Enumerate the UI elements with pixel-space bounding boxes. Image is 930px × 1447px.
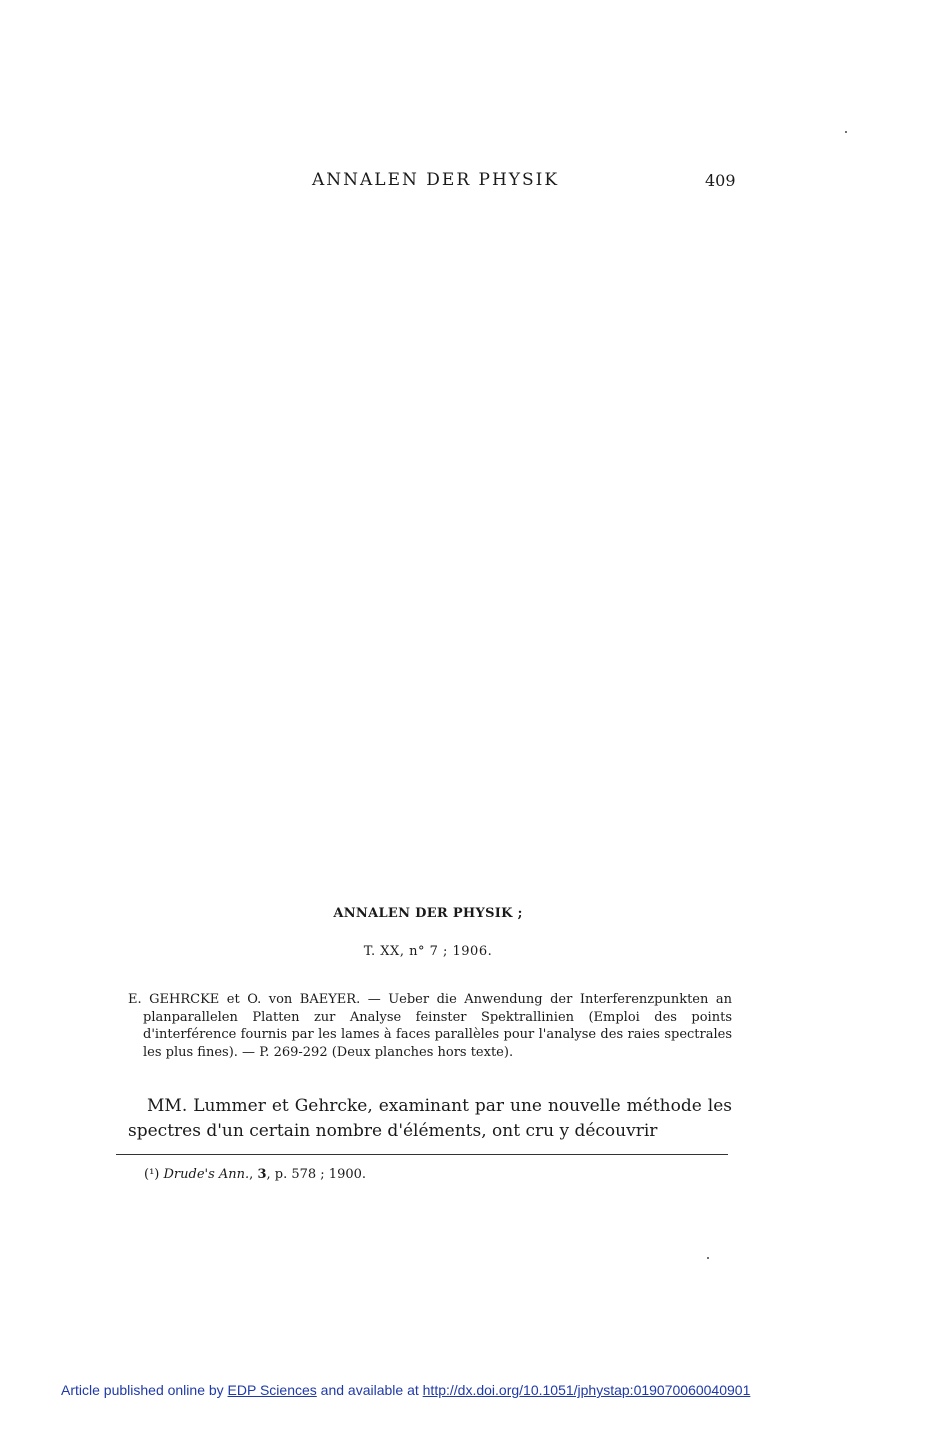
scan-speck <box>707 1257 709 1259</box>
page-number: 409 <box>705 171 736 190</box>
footnote-marker: (¹) <box>144 1167 160 1182</box>
publication-middle: and available at <box>316 1382 423 1398</box>
running-title: ANNALEN DER PHYSIK <box>312 170 560 190</box>
issue-line: T. XX, n° 7 ; 1906. <box>363 944 493 959</box>
footnote-rest: , p. 578 ; 1900. <box>266 1167 367 1182</box>
footnote-journal: Drude's Ann. <box>163 1167 250 1182</box>
footnote-volume: 3 <box>257 1167 267 1182</box>
footnote-divider <box>116 1154 728 1155</box>
publication-prefix: Article published online by <box>61 1382 228 1398</box>
footnote <box>144 1167 366 1182</box>
scan-speck <box>845 131 847 133</box>
footnote-separator: , <box>249 1167 258 1182</box>
abstract-authors: E. GEHRCKE et O. von BAEYER. <box>128 992 361 1007</box>
publisher-link[interactable]: EDP Sciences <box>227 1382 317 1398</box>
publication-notice <box>61 1382 750 1398</box>
abstract-text: — Ueber die Anwendung der Interferenzpunkten an planparallelen Platten zur Analyse feinster Spektrallinien (Emploi des points d'interférence fournis par les lames à faces parallèles pour l'analyse des raies spectrales les plus fines). — P. 269-292 (Deux planches hors texte). <box>143 992 732 1060</box>
abstract-reference <box>128 991 732 1061</box>
journal-title: ANNALEN DER PHYSIK ; <box>333 906 523 921</box>
body-paragraph: MM. Lummer et Gehrcke, examinant par une nouvelle méthode les spectres d'un certain nombre d'éléments, ont cru y découvrir <box>128 1096 732 1141</box>
doi-link[interactable]: http://dx.doi.org/10.1051/jphystap:019070060040901 <box>422 1382 751 1398</box>
